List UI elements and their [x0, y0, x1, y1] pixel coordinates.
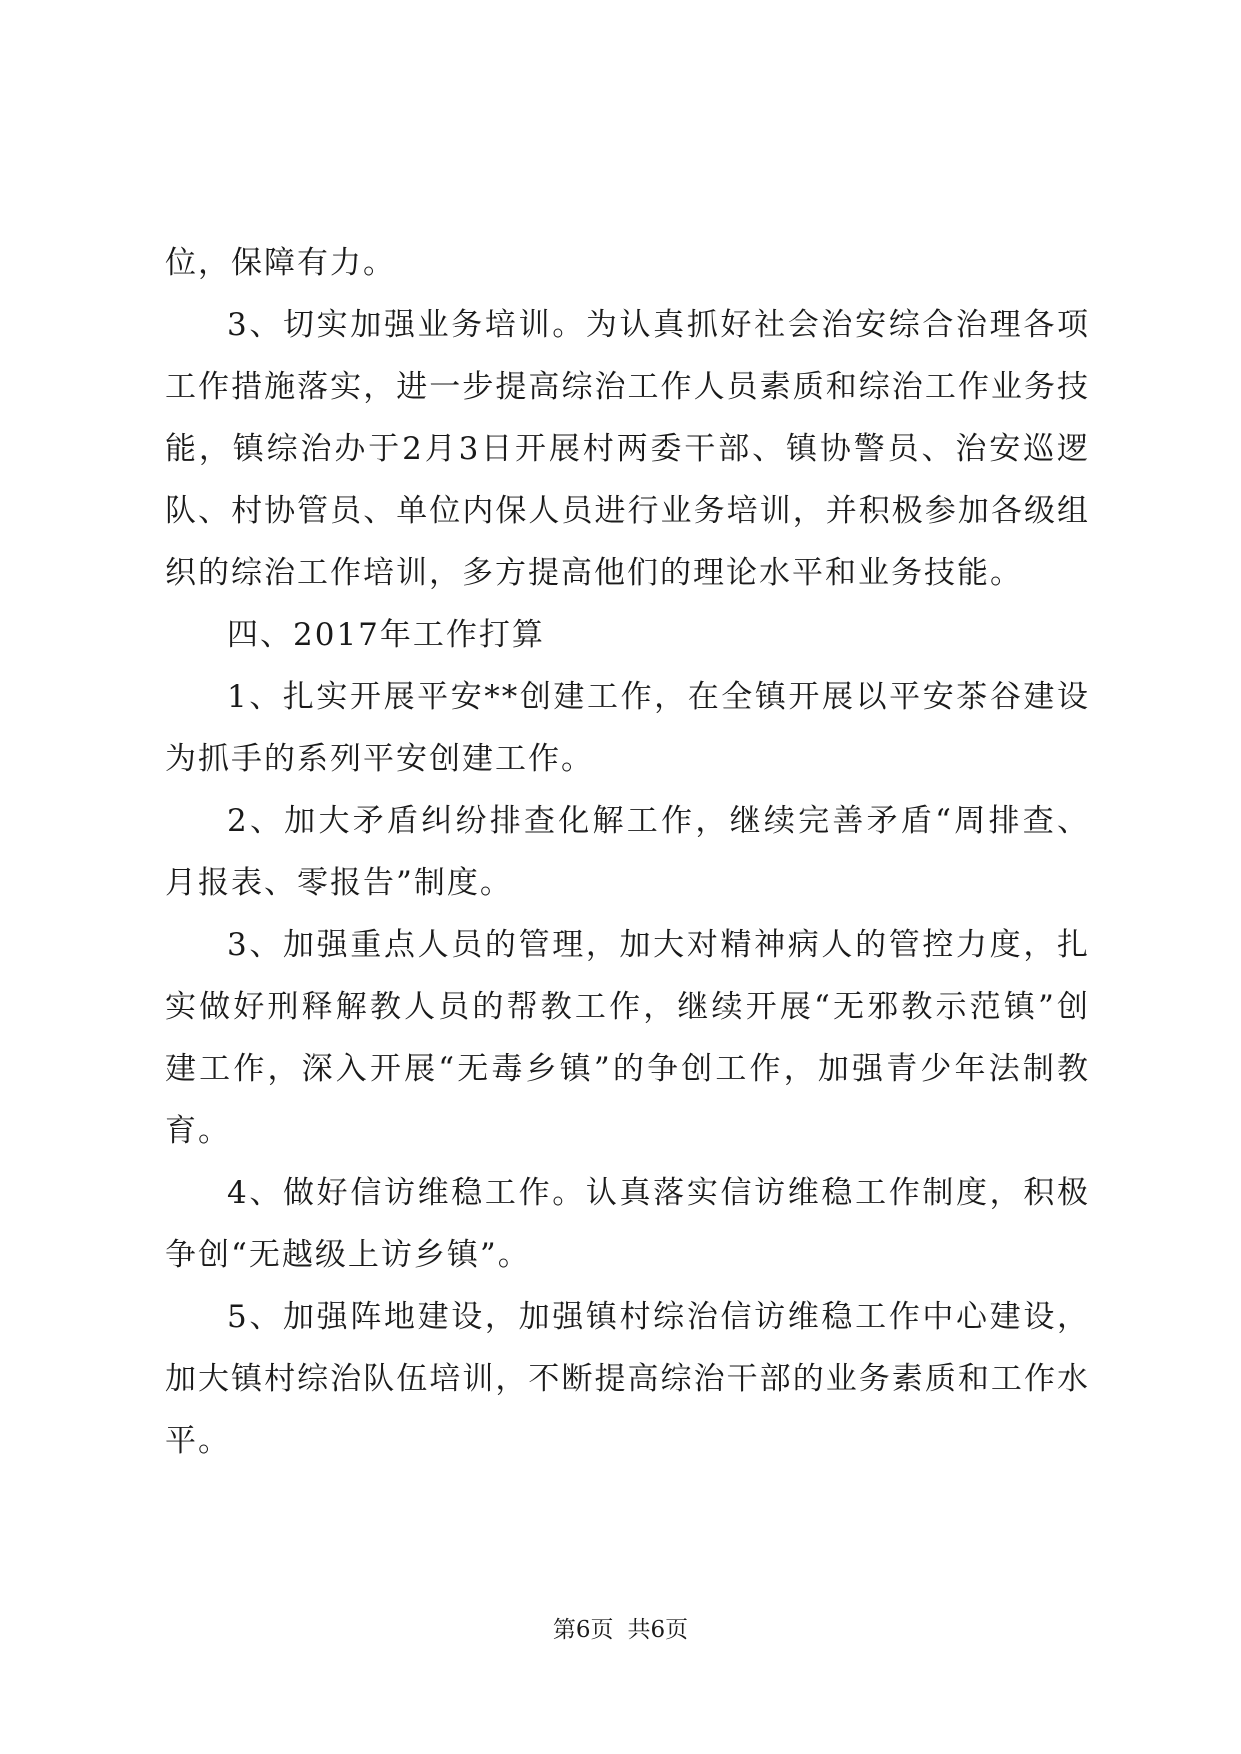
paragraph-plan-4: 4、做好信访维稳工作。认真落实信访维稳工作制度，积极争创“无越级上访乡镇”。 — [165, 1175, 1090, 1273]
page-footer — [0, 1615, 1241, 1645]
paragraph-plan-1: 1、扎实开展平安**创建工作，在全镇开展以平安茶谷建设为抓手的系列平安创建工作。 — [165, 679, 1090, 777]
paragraph-continuation: 位，保障有力。 — [165, 245, 396, 281]
page-total: 共6页 — [627, 1617, 689, 1643]
paragraph-plan-3: 3、加强重点人员的管理，加大对精神病人的管控力度，扎实做好刑释解教人员的帮教工作，继续开展“无邪教示范镇”创建工作，深入开展“无毒乡镇”的争创工作，加强青少年法制教育。 — [165, 927, 1090, 1149]
section-heading-plan: 四、2017年工作打算 — [227, 617, 545, 653]
page-number: 第6页 — [552, 1617, 614, 1643]
paragraph-plan-2: 2、加大矛盾纠纷排查化解工作，继续完善矛盾“周排查、月报表、零报告”制度。 — [165, 803, 1090, 901]
paragraph-plan-5: 5、加强阵地建设，加强镇村综治信访维稳工作中心建设，加大镇村综治队伍培训，不断提高综治干部的业务素质和工作水平。 — [165, 1299, 1090, 1459]
document-body — [165, 232, 1090, 1472]
paragraph-training: 3、切实加强业务培训。为认真抓好社会治安综合治理各项工作措施落实，进一步提高综治工作人员素质和综治工作业务技能，镇综治办于2月3日开展村两委干部、镇协警员、治安巡逻队、村协管员、单位内保人员进行业务培训，并积极参加各级组织的综治工作培训，多方提高他们的理论水平和业务技能。 — [165, 307, 1090, 591]
